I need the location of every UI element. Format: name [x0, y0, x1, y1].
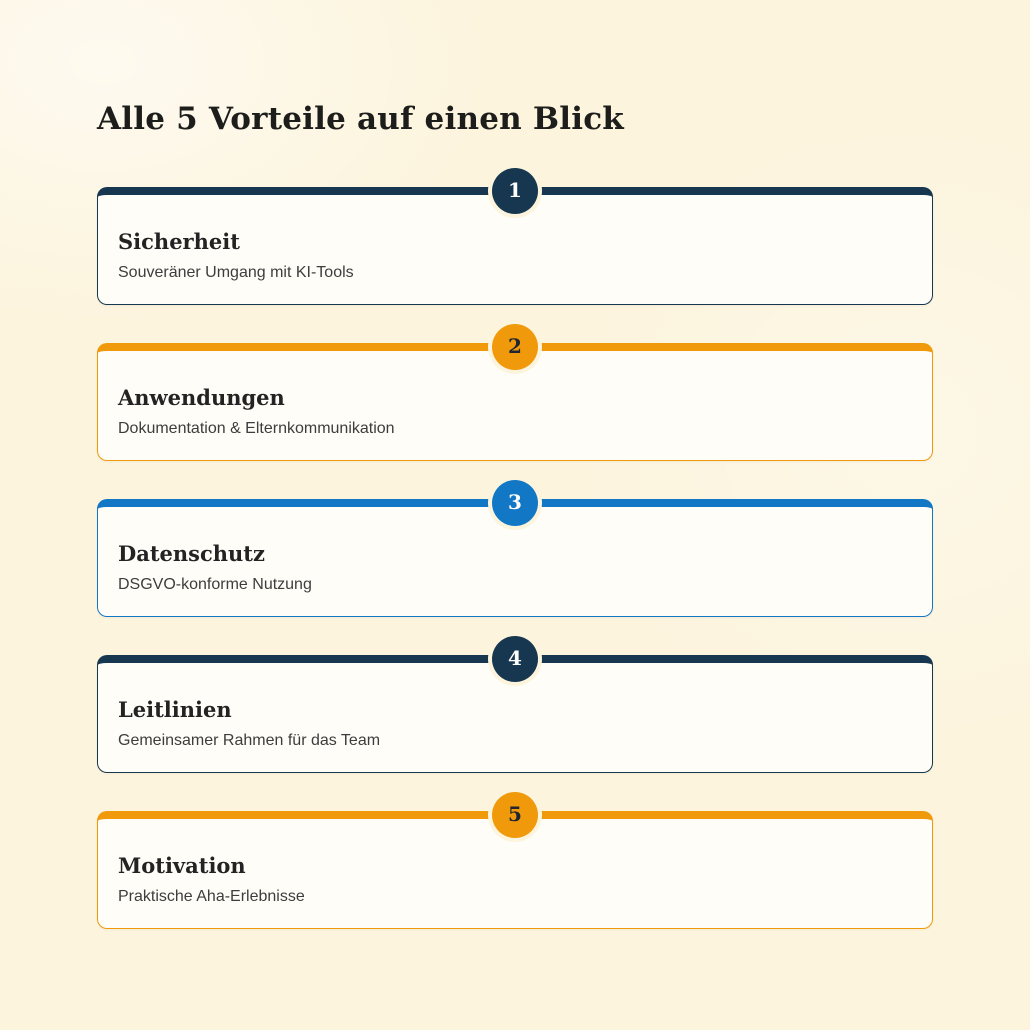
- card-title: Sicherheit: [118, 229, 240, 254]
- step-number-badge: [492, 636, 538, 682]
- card-subtitle: Praktische Aha-Erlebnisse: [118, 888, 305, 906]
- step-number: 2: [508, 334, 522, 358]
- step-number: 3: [508, 490, 522, 514]
- card-title: Anwendungen: [118, 385, 285, 410]
- step-number-badge: [492, 324, 538, 370]
- benefit-card-datenschutz: [97, 490, 933, 617]
- benefit-card-motivation: [97, 802, 933, 929]
- page-title: Alle 5 Vorteile auf einen Blick: [97, 101, 624, 137]
- card-title: Datenschutz: [118, 541, 265, 566]
- step-number-badge: [492, 168, 538, 214]
- card-subtitle: Dokumentation & Elternkommunikation: [118, 420, 395, 438]
- benefit-card-leitlinien: [97, 646, 933, 773]
- benefit-card-anwendungen: [97, 334, 933, 461]
- card-subtitle: Gemeinsamer Rahmen für das Team: [118, 732, 381, 750]
- benefit-card-sicherheit: [97, 178, 933, 305]
- card-title: Motivation: [118, 853, 246, 878]
- card-title: Leitlinien: [118, 697, 232, 722]
- step-number-badge: [492, 792, 538, 838]
- step-number: 1: [508, 178, 522, 202]
- step-number: 4: [508, 646, 522, 670]
- benefit-card-list: [97, 178, 933, 929]
- card-subtitle: DSGVO-konforme Nutzung: [118, 576, 312, 594]
- card-subtitle: Souveräner Umgang mit KI-Tools: [118, 264, 354, 282]
- step-number-badge: [492, 480, 538, 526]
- step-number: 5: [508, 802, 522, 826]
